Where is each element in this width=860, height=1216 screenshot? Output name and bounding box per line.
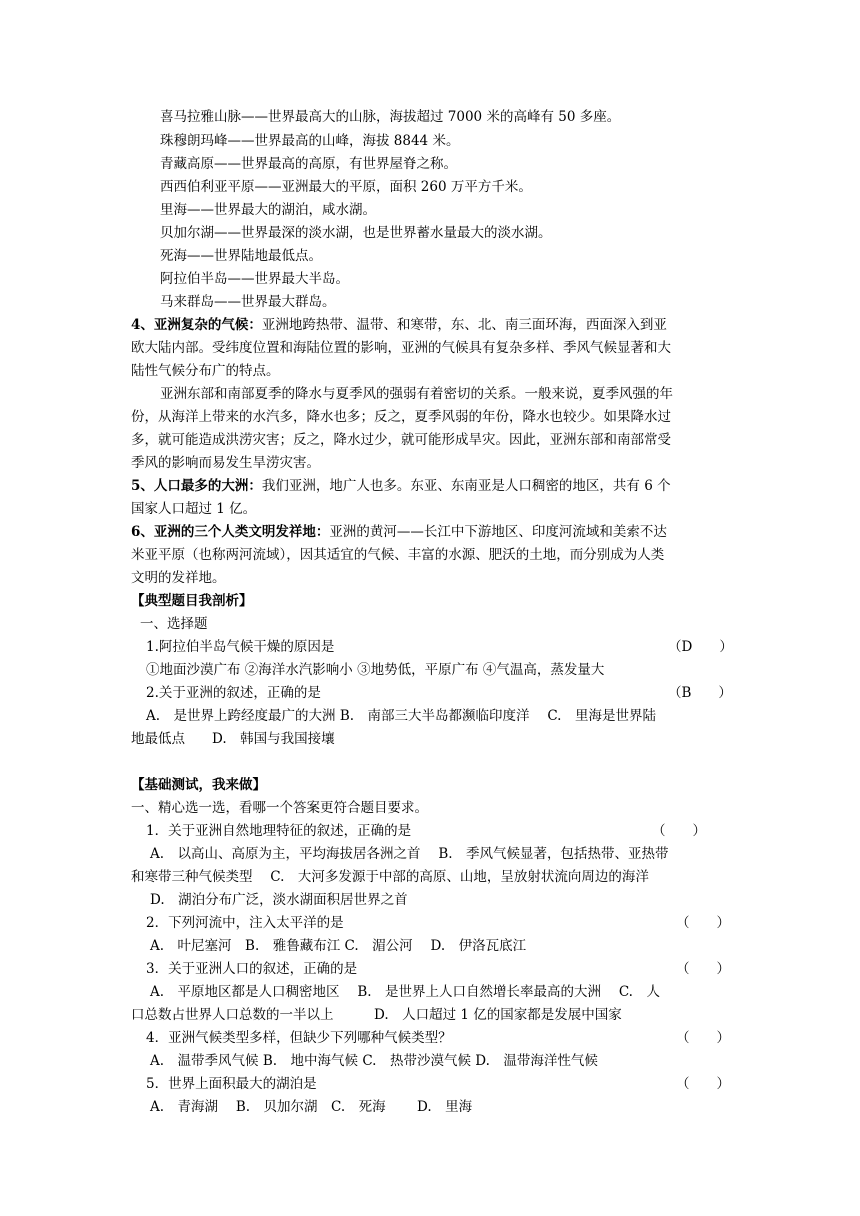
climate-paragraph [131,315,667,335]
test-question-option: A. 以高山、高原为主，平均海拔居各洲之首 B. 季风气候显著，包括热带、亚热带 [150,846,669,862]
test-heading: 【基础测试，我来做】 [131,777,266,793]
climate-text: 份，从海洋上带来的水汽多，降水也多；反之，夏季风弱的年份，降水也较少。如果降水过 [131,409,671,425]
answer-blank: （ ） [676,1030,730,1046]
superlative-line: 珠穆朗玛峰——世界最高的山峰，海拔 8844 米。 [160,133,460,149]
answer-blank: （ ） [652,823,706,839]
analysis-answer-1: （D ） [668,639,733,655]
analysis-question-1: 1.阿拉伯半岛气候干燥的原因是 [146,639,335,655]
civilization-text: 米亚平原（也称两河流域），因其适宜的气候、丰富的水源、肥沃的土地，而分别成为人类 [131,547,665,563]
superlative-line: 贝加尔湖——世界最深的淡水湖，也是世界蓄水量最大的淡水湖。 [160,225,552,241]
test-question-option: 和寒带三种气候类型 C. 大河多发源于中部的高原、山地，呈放射状流向周边的海洋 [131,869,649,885]
analysis-heading: 【典型题目我剖析】 [131,593,253,609]
climate-heading: 4、亚洲复杂的气候： [131,317,262,333]
population-text: 我们亚洲，地广人也多。东亚、东南亚是人口稠密的地区，共有 6 个 [261,478,671,494]
superlative-line: 阿拉伯半岛——世界最大半岛。 [160,271,349,287]
analysis-answer-2: （B ） [668,685,732,701]
climate-text: 欧大陆内部。受纬度位置和海陆位置的影响，亚洲的气候具有复杂多样、季风气候显著和大 [131,340,671,356]
analysis-options-2: A. 是世界上跨经度最广的大洲 B. 南部三大半岛都濒临印度洋 C. 里海是世界陆 [146,708,656,724]
test-question-stem: 3．关于亚洲人口的叙述，正确的是 [146,961,358,977]
test-question-option: A. 叶尼塞河 B. 雅鲁藏布江 C. 湄公河 D. 伊洛瓦底江 [150,938,527,954]
test-question-option: 口总数占世界人口总数的一半以上 D. 人口超过 1 亿的国家都是发展中国家 [131,1007,622,1023]
superlative-line: 马来群岛——世界最大群岛。 [160,294,336,310]
test-intro: 一、精心选一选，看哪一个答案更符合题目要求。 [131,800,428,816]
superlative-line: 里海——世界最大的湖泊，咸水湖。 [160,202,376,218]
climate-text: 亚洲地跨热带、温带、和寒带，东、北、南三面环海，西面深入到亚 [261,317,667,333]
climate-text: 多，就可能造成洪涝灾害；反之，降水过少，就可能形成旱灾。因此，亚洲东部和南部常受 [131,432,671,448]
test-question-stem: 2．下列河流中，注入太平洋的是 [146,915,344,931]
test-question-stem: 1．关于亚洲自然地理特征的叙述，正确的是 [146,823,412,839]
civilization-paragraph [131,522,667,542]
test-question-option: D. 湖泊分布广泛，淡水湖面积居世界之首 [150,892,408,908]
analysis-subheading: 一、选择题 [140,616,208,632]
civilization-text: 亚洲的黄河——长江中下游地区、印度河流域和美索不达 [329,524,667,540]
test-question-option: A. 温带季风气候 B. 地中海气候 C. 热带沙漠气候 D. 温带海洋性气候 [150,1053,598,1069]
civilization-text: 文明的发祥地。 [131,570,226,586]
population-paragraph [131,476,671,496]
climate-text: 陆性气候分布广的特点。 [131,363,280,379]
population-text: 国家人口超过 1 亿。 [131,501,257,517]
analysis-options-2: 地最低点 D. 韩国与我国接壤 [131,731,335,747]
climate-text: 亚洲东部和南部夏季的降水与夏季风的强弱有着密切的关系。一般来说，夏季风强的年 [160,386,673,402]
analysis-options-1: ①地面沙漠广布 ②海洋水汽影响小 ③地势低，平原广布 ④气温高，蒸发量大 [146,662,605,678]
test-question-stem: 4．亚洲气候类型多样，但缺少下列哪种气候类型？ [146,1030,452,1046]
test-question-option: A. 平原地区都是人口稠密地区 B. 是世界上人口自然增长率最高的大洲 C. 人 [150,984,660,1000]
answer-blank: （ ） [676,1076,730,1092]
superlative-line: 西西伯利亚平原——亚洲最大的平原，面积 260 万平方千米。 [160,179,532,195]
answer-blank: （ ） [676,915,730,931]
answer-blank: （ ） [676,961,730,977]
test-question-stem: 5．世界上面积最大的湖泊是 [146,1076,317,1092]
analysis-question-2: 2.关于亚洲的叙述，正确的是 [146,685,321,701]
superlative-line: 死海——世界陆地最低点。 [160,248,322,264]
superlative-line: 喜马拉雅山脉——世界最高大的山脉，海拔超过 7000 米的高峰有 50 多座。 [160,109,621,125]
superlative-line: 青藏高原——世界最高的高原，有世界屋脊之称。 [160,156,457,172]
population-heading: 5、人口最多的大洲： [131,478,262,494]
civilization-heading: 6、亚洲的三个人类文明发祥地： [131,524,330,540]
test-question-option: A. 青海湖 B. 贝加尔湖 C. 死海 D. 里海 [150,1099,473,1115]
climate-text: 季风的影响而易发生旱涝灾害。 [131,455,320,471]
